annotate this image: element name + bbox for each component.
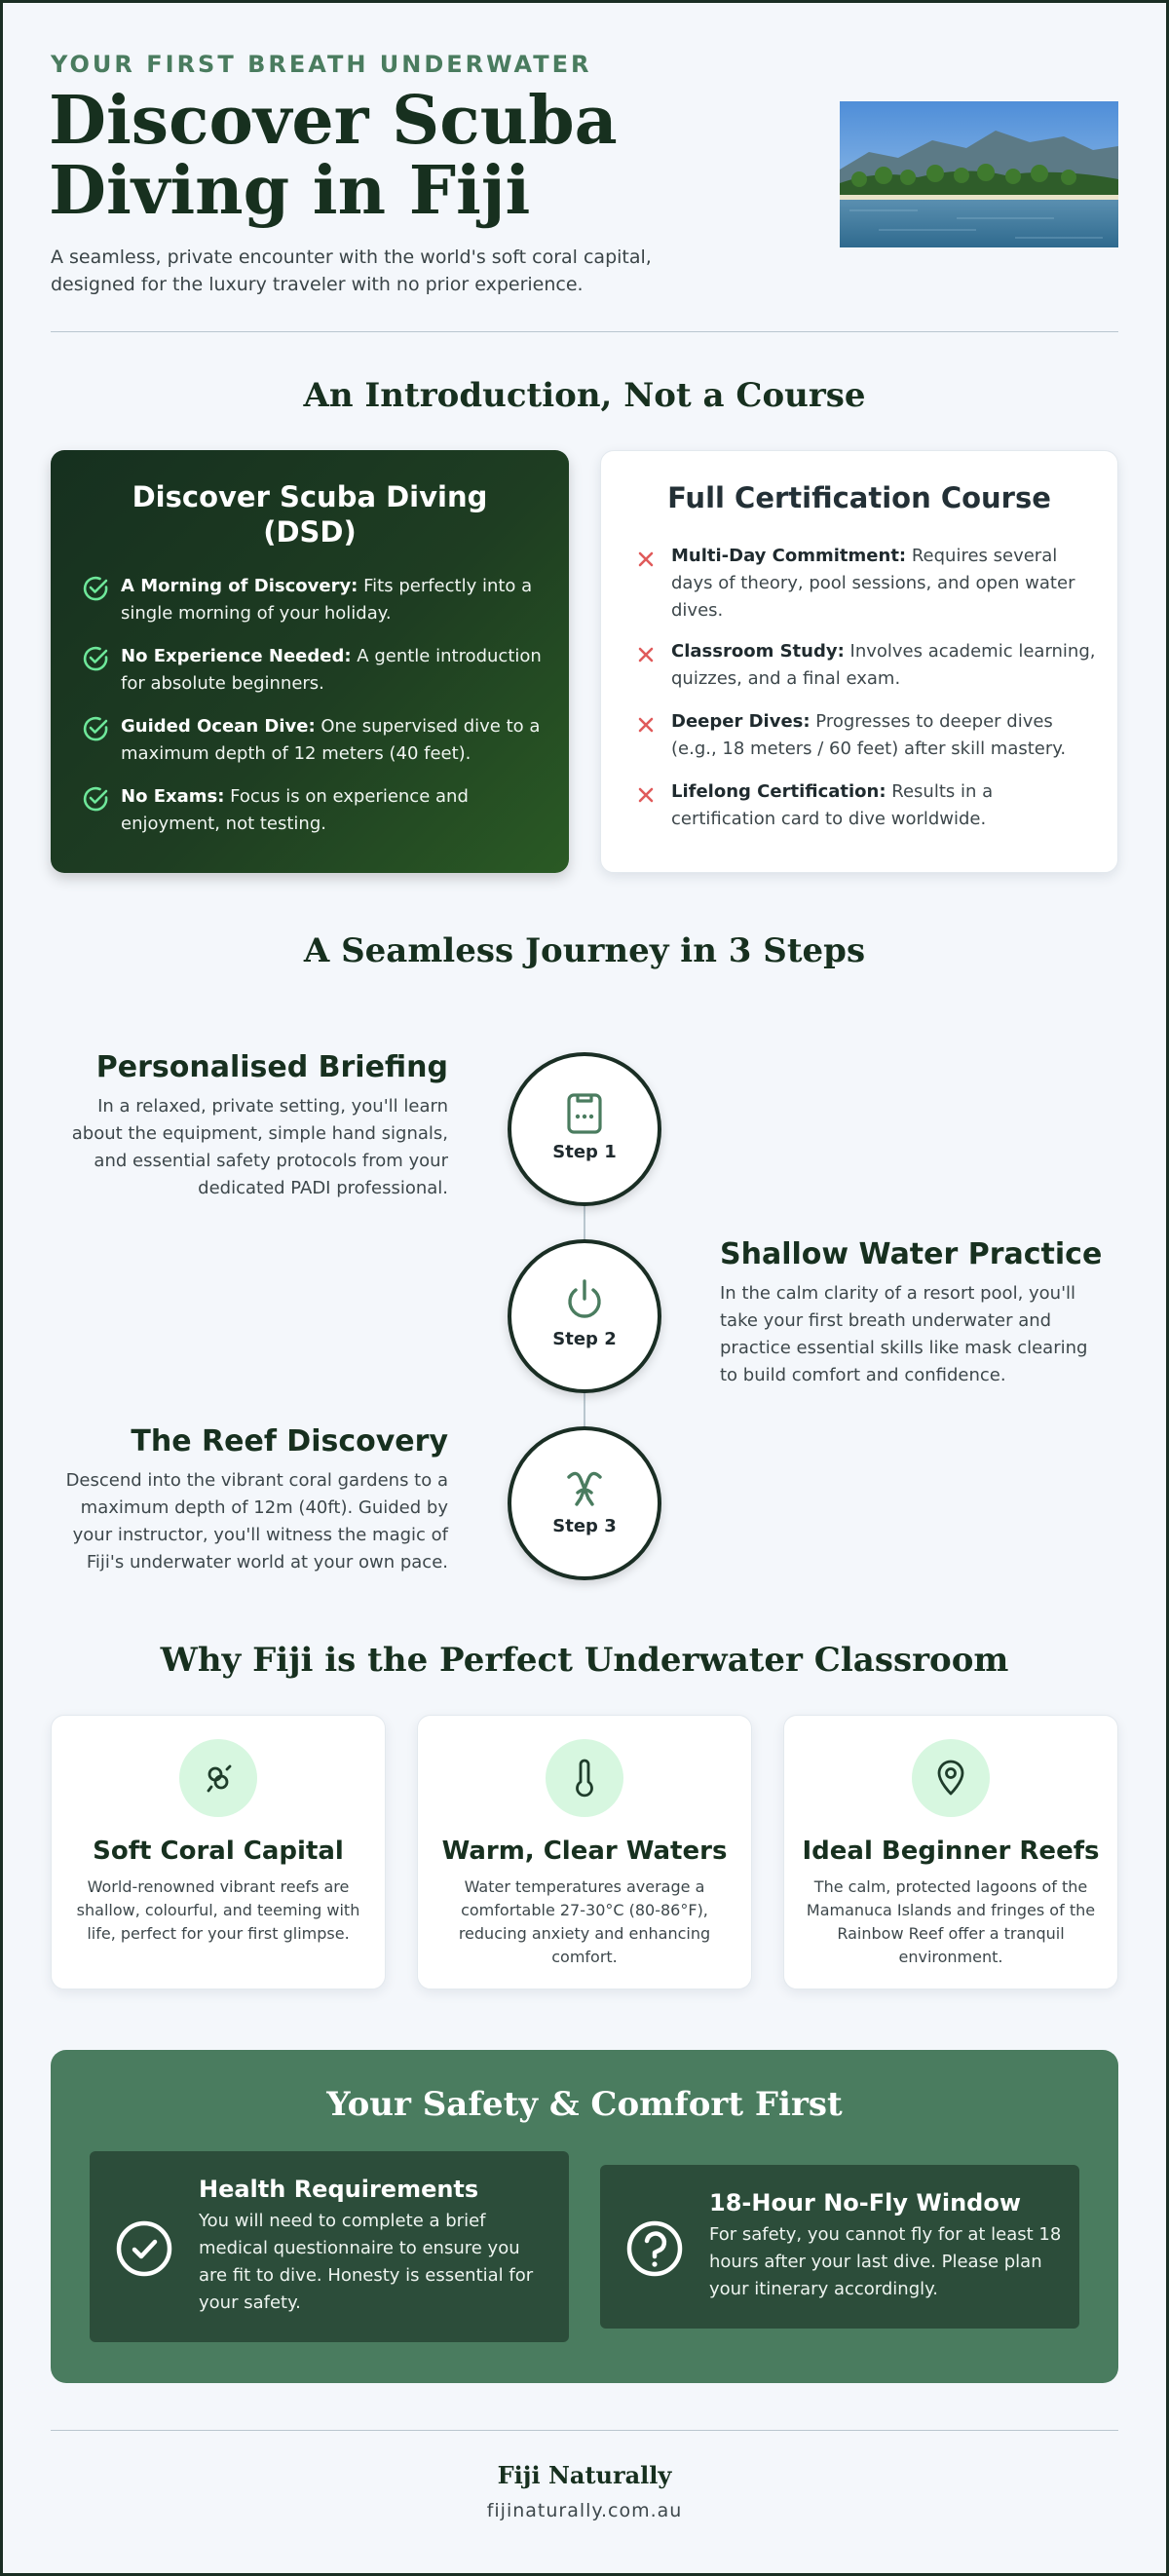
step-2-label: Step 2	[552, 1329, 617, 1349]
dsd-item: Guided Ocean Dive: One supervised dive to a maximum depth of 12 meters (40 feet).	[82, 713, 547, 768]
step-2-title: Shallow Water Practice	[720, 1237, 1103, 1271]
step-3-circle	[508, 1426, 661, 1580]
step-connector	[584, 1206, 585, 1239]
safety-heading: Your Safety & Comfort First	[326, 2085, 843, 2124]
step-1-label: Step 1	[552, 1142, 617, 1162]
why-card-title: Ideal Beginner Reefs	[802, 1837, 1100, 1866]
no-fly-window-box	[600, 2165, 1079, 2329]
full-course-title: Full Certification Course	[667, 481, 1051, 514]
power-icon	[511, 1276, 658, 1323]
gauge-icon	[600, 2188, 709, 2309]
why-card-title: Soft Coral Capital	[93, 1837, 344, 1866]
divider	[51, 331, 1118, 332]
step-3-label: Step 3	[552, 1516, 617, 1536]
footer-website-link[interactable]: fijinaturally.com.au	[486, 2500, 683, 2521]
check-circle-icon	[82, 713, 121, 768]
check-circle-icon	[82, 783, 121, 838]
footer-brand: Fiji Naturally	[497, 2461, 672, 2489]
step-1-text	[58, 1050, 448, 1202]
check-circle-icon	[90, 2175, 199, 2323]
safety-item-text: For safety, you cannot fly for at least 18 hours after your last dive. Please plan your itinerary accordingly.	[709, 2224, 1062, 2299]
step-2-text	[720, 1237, 1110, 1389]
dsd-item: No Exams: Focus is on experience and enjoyment, not testing.	[82, 783, 547, 838]
why-card-title: Warm, Clear Waters	[441, 1837, 728, 1866]
coral-icon	[179, 1739, 257, 1817]
dsd-card-title: Discover Scuba Diving (DSD)	[132, 480, 488, 549]
step-connector	[584, 1393, 585, 1426]
step-2-description: In the calm clarity of a resort pool, you'll take your first breath underwater and practice essential skills like mask clearing to build comfort and confidence.	[720, 1283, 1088, 1385]
x-icon	[632, 708, 671, 763]
full-course-item: Classroom Study: Involves academic learning, quizzes, and a final exam.	[632, 638, 1098, 693]
why-heading: Why Fiji is the Perfect Underwater Classroom	[160, 1641, 1009, 1680]
full-course-item: Multi-Day Commitment: Requires several days of theory, pool sessions, and open water dives.	[632, 543, 1098, 625]
footer-divider	[51, 2430, 1118, 2431]
hero-island-image	[840, 101, 1118, 247]
full-course-item: Deeper Dives: Progresses to deeper dives (e.g., 18 meters / 60 feet) after skill mastery.	[632, 708, 1098, 763]
clipboard-icon	[511, 1089, 658, 1136]
health-requirements-box	[90, 2151, 569, 2342]
dsd-item: No Experience Needed: A gentle introduction for absolute beginners.	[82, 643, 547, 698]
safety-panel	[51, 2050, 1118, 2383]
dsd-card	[51, 450, 569, 873]
eyebrow: YOUR FIRST BREATH UNDERWATER	[51, 51, 592, 78]
step-2-circle	[508, 1239, 661, 1393]
diver-icon	[511, 1463, 658, 1510]
page-subtitle: A seamless, private encounter with the world's soft coral capital, designed for the luxury traveler with no prior experience.	[51, 246, 652, 295]
safety-item-title: Health Requirements	[199, 2176, 479, 2203]
x-icon	[632, 778, 671, 833]
step-3-title: The Reef Discovery	[131, 1424, 448, 1458]
why-card-text: The calm, protected lagoons of the Mamanuca Islands and fringes of the Rainbow Reef offer a tranquil environment.	[806, 1877, 1096, 1966]
page-title: Discover Scuba Diving in Fiji	[49, 82, 618, 230]
safety-item-text: You will need to complete a brief medical questionnaire to ensure you are fit to dive. Honesty is essential for your safety.	[199, 2211, 534, 2313]
journey-heading: A Seamless Journey in 3 Steps	[303, 931, 866, 970]
check-circle-icon	[82, 573, 121, 627]
intro-heading: An Introduction, Not a Course	[303, 376, 866, 415]
x-icon	[632, 638, 671, 693]
why-card-text: Water temperatures average a comfortable 27-30°C (80-86°F), reducing anxiety and enhancing comfort.	[458, 1877, 711, 1966]
thermometer-icon	[546, 1739, 623, 1817]
why-card-coral	[51, 1715, 386, 1989]
why-card-reefs	[783, 1715, 1118, 1989]
full-course-item: Lifelong Certification: Results in a certification card to dive worldwide.	[632, 778, 1098, 833]
full-course-card	[600, 450, 1118, 873]
map-pin-icon	[912, 1739, 990, 1817]
safety-item-title: 18-Hour No-Fly Window	[709, 2189, 1021, 2216]
dsd-item: A Morning of Discovery: Fits perfectly into a single morning of your holiday.	[82, 573, 547, 627]
step-1-title: Personalised Briefing	[95, 1050, 448, 1084]
step-3-text	[58, 1424, 448, 1576]
step-1-circle	[508, 1052, 661, 1206]
step-3-description: Descend into the vibrant coral gardens to a maximum depth of 12m (40ft). Guided by your instructor, you'll witness the magic of Fiji's underwater world at your own pace.	[65, 1470, 448, 1572]
why-card-waters	[417, 1715, 752, 1989]
check-circle-icon	[82, 643, 121, 698]
step-1-description: In a relaxed, private setting, you'll learn about the equipment, simple hand signals, and essential safety protocols from your dedicated PADI professional.	[71, 1096, 448, 1198]
x-icon	[632, 543, 671, 625]
why-card-text: World-renowned vibrant reefs are shallow, colourful, and teeming with life, perfect for your first glimpse.	[76, 1877, 360, 1943]
